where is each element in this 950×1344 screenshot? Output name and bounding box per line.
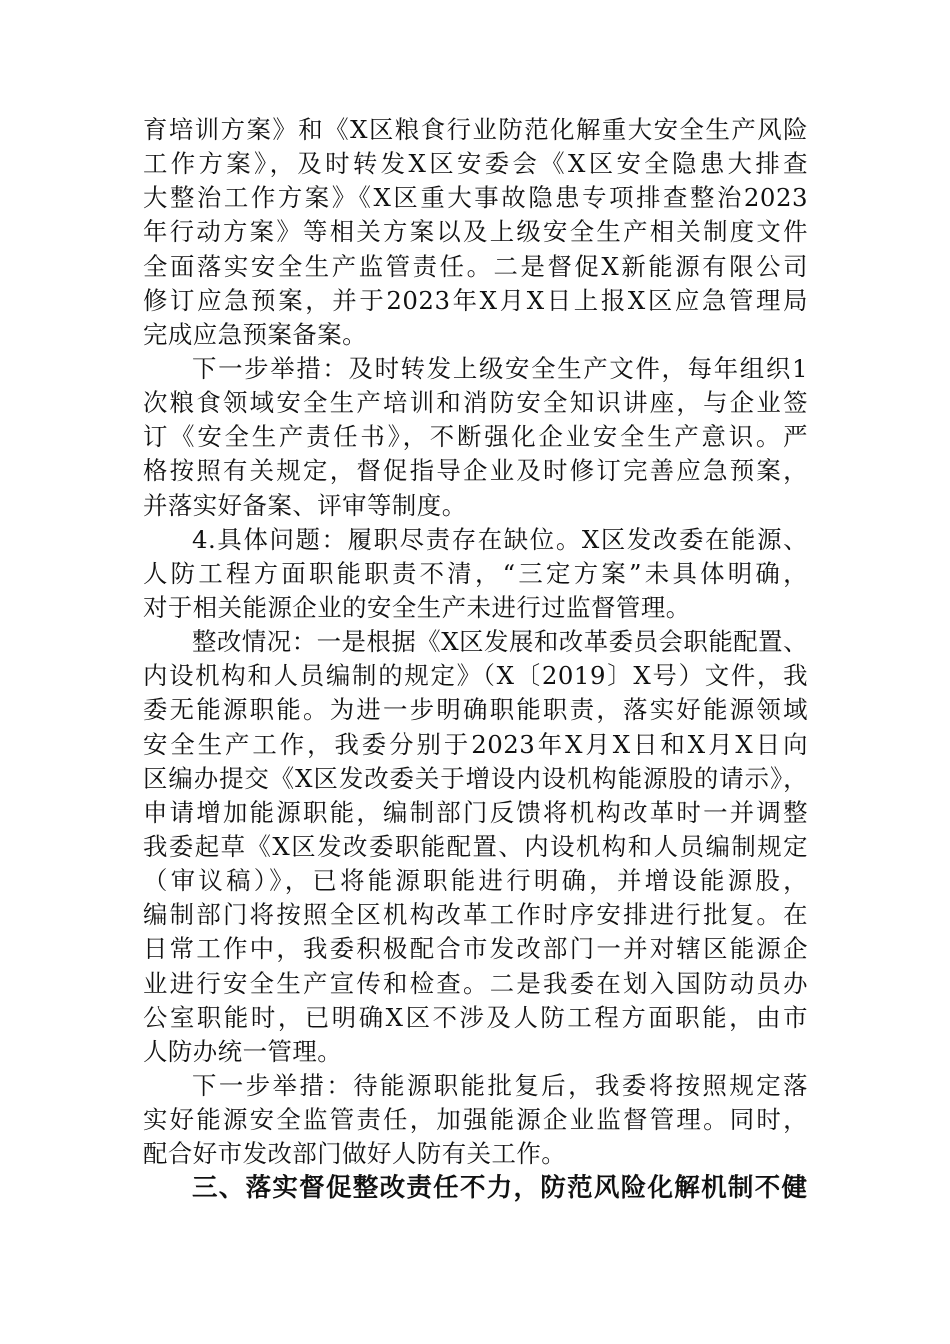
text-line: 下一步举措：待能源职能批复后，我委将按照规定落: [192, 1070, 808, 1100]
paragraph-1: [143, 113, 808, 352]
section-heading: 三、落实督促整改责任不力，防范风险化解机制不健: [192, 1173, 808, 1204]
text-line: 大整治工作方案》《X区重大事故隐患专项排查整治2023: [143, 183, 808, 213]
text-line: 并落实好备案、评审等制度。: [143, 490, 467, 520]
text-line: 完成应急预案备案。: [143, 319, 368, 349]
text-line: 日常工作中，我委积极配合市发改部门一并对辖区能源企: [143, 934, 808, 964]
text-line: 公室职能时，已明确X区不涉及人防工程方面职能，由市: [143, 1002, 808, 1032]
text-line: 安全生产工作，我委分别于2023年X月X日和X月X日向: [143, 729, 808, 759]
paragraph-3: [143, 523, 808, 625]
text-line: （审议稿）》，已将能源职能进行明确，并增设能源股，: [143, 866, 808, 896]
text-line: 全面落实安全生产监管责任。二是督促X新能源有限公司: [143, 251, 808, 281]
text-line: 业进行安全生产宣传和检查。二是我委在划入国防动员办: [143, 968, 808, 998]
paragraph-5: [143, 1069, 808, 1171]
text-line: 区编办提交《X区发改委关于增设内设机构能源股的请示》，: [143, 763, 808, 793]
text-line: 工作方案》，及时转发X区安委会《X区安全隐患大排查: [143, 149, 808, 179]
text-line: 格按照有关规定，督促指导企业及时修订完善应急预案，: [143, 456, 808, 486]
text-line: 整改情况：一是根据《X区发展和改革委员会职能配置、: [192, 627, 808, 657]
text-line: 对于相关能源企业的安全生产未进行过监督管理。: [143, 592, 691, 622]
text-line: 申请增加能源职能，编制部门反馈将机构改革时一并调整: [143, 797, 808, 827]
text-line: 次粮食领域安全生产培训和消防安全知识讲座，与企业签: [143, 388, 808, 418]
section-heading-block: [143, 1171, 808, 1205]
paragraph-2: [143, 352, 808, 523]
text-line: 配合好市发改部门做好人防有关工作。: [143, 1139, 567, 1169]
paragraph-4: [143, 625, 808, 1069]
text-line: 实好能源安全监管责任，加强能源企业监督管理。同时，: [143, 1105, 808, 1135]
text-line: 内设机构和人员编制的规定》（X〔2019〕X号）文件，我: [143, 661, 808, 691]
text-line: 4.具体问题：履职尽责存在缺位。X区发改委在能源、: [192, 524, 808, 554]
text-line: 编制部门将按照全区机构改革工作时序安排进行批复。在: [143, 900, 808, 930]
text-line: 人防工程方面职能职责不清，“三定方案”未具体明确，: [143, 558, 808, 588]
document-body: [143, 113, 808, 1206]
text-line: 委无能源职能。为进一步明确职能职责，落实好能源领域: [143, 695, 808, 725]
text-line: 修订应急预案，并于2023年X月X日上报X区应急管理局: [143, 285, 808, 315]
text-line: 下一步举措：及时转发上级安全生产文件，每年组织1: [192, 353, 808, 383]
text-line: 人防办统一管理。: [143, 1036, 343, 1066]
text-line: 我委起草《X区发改委职能配置、内设机构和人员编制规定: [143, 831, 808, 861]
text-line: 年行动方案》等相关方案以及上级安全生产相关制度文件: [143, 217, 808, 247]
text-line: 订《安全生产责任书》，不断强化企业安全生产意识。严: [143, 422, 808, 452]
text-line: 育培训方案》和《X区粮食行业防范化解重大安全生产风险: [143, 115, 808, 144]
